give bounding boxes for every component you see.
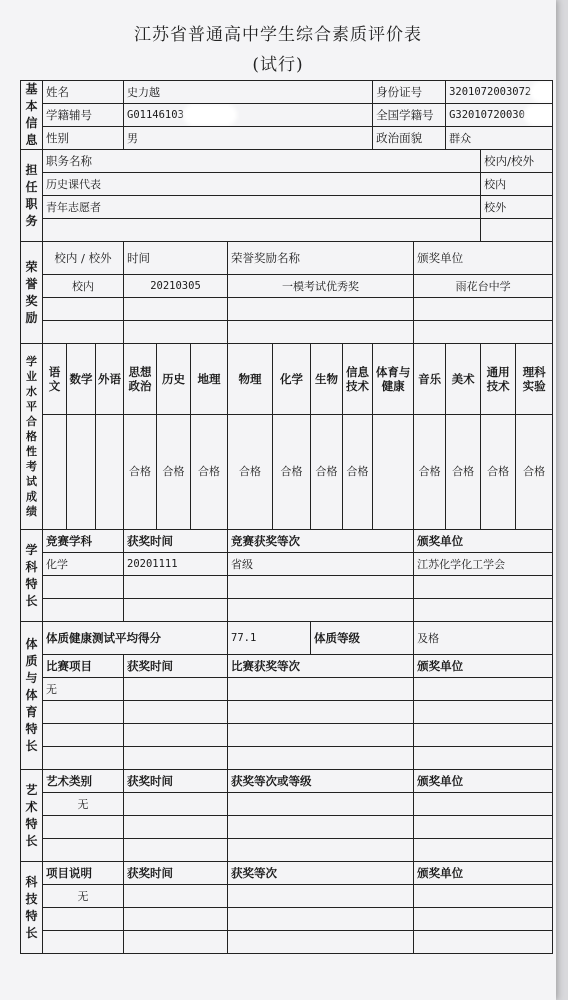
evaluation-table	[20, 80, 553, 954]
tech-org-header: 颁奖单位	[414, 862, 553, 885]
subject-header: 历史	[157, 344, 191, 415]
art-time	[124, 793, 228, 816]
honor-scope	[43, 321, 124, 344]
subject-header: 信息技术	[343, 344, 373, 415]
subject-result: 合格	[157, 415, 191, 530]
honor-name	[228, 321, 414, 344]
art-level	[228, 793, 414, 816]
subject-header: 地理	[191, 344, 228, 415]
art-org	[414, 816, 553, 839]
subject-result	[43, 415, 67, 530]
match-level	[228, 701, 414, 724]
political-label: 政治面貌	[373, 127, 446, 150]
match-time	[124, 678, 228, 701]
art-level	[228, 816, 414, 839]
competition-subject	[43, 599, 124, 622]
name-value: 史力越	[124, 81, 373, 104]
aux-number-label: 学籍辅号	[43, 104, 124, 127]
subject-header: 数学	[67, 344, 96, 415]
redaction-mark	[527, 107, 553, 123]
art-type-header: 艺术类别	[43, 770, 124, 793]
subject-header: 外语	[96, 344, 124, 415]
match-item-header: 比赛项目	[43, 655, 124, 678]
match-level	[228, 747, 414, 770]
national-number-label: 全国学籍号	[373, 104, 446, 127]
art-level	[228, 839, 414, 862]
id-label: 身份证号	[373, 81, 446, 104]
section-academic: 学 业 水 平 合 格 性 考 试 成 绩	[21, 344, 43, 530]
tech-org	[414, 931, 553, 954]
tech-level	[228, 908, 414, 931]
tech-level	[228, 885, 414, 908]
competition-org: 江苏化学化工学会	[414, 553, 553, 576]
tech-time-header: 获奖时间	[124, 862, 228, 885]
competition-subject-header: 竞赛学科	[43, 530, 124, 553]
art-time	[124, 816, 228, 839]
subject-header: 物理	[228, 344, 273, 415]
honor-name: 一模考试优秀奖	[228, 275, 414, 298]
subject-result: 合格	[343, 415, 373, 530]
match-level	[228, 724, 414, 747]
competition-time	[124, 576, 228, 599]
match-org	[414, 747, 553, 770]
duty-scope-header: 校内/校外	[481, 150, 553, 173]
match-item: 无	[43, 678, 124, 701]
art-type	[43, 839, 124, 862]
section-basic-info: 基 本 信 息	[21, 81, 43, 150]
name-label: 姓名	[43, 81, 124, 104]
match-org-header: 颁奖单位	[414, 655, 553, 678]
match-org	[414, 724, 553, 747]
tech-level-header: 获奖等次	[228, 862, 414, 885]
art-level-header: 获奖等次或等级	[228, 770, 414, 793]
competition-level: 省级	[228, 553, 414, 576]
competition-subject: 化学	[43, 553, 124, 576]
subject-result: 合格	[124, 415, 157, 530]
honor-name	[228, 298, 414, 321]
section-honors: 荣 誉 奖 励	[21, 242, 43, 344]
match-time-header: 获奖时间	[124, 655, 228, 678]
match-item	[43, 747, 124, 770]
subject-result: 合格	[273, 415, 311, 530]
fitness-average-label: 体质健康测试平均得分	[43, 622, 228, 655]
match-time	[124, 701, 228, 724]
duty-name	[43, 219, 481, 242]
honor-org	[414, 321, 553, 344]
art-type	[43, 816, 124, 839]
id-value: 3201072003072	[446, 81, 553, 104]
duty-scope: 校内	[481, 173, 553, 196]
subject-header: 化学	[273, 344, 311, 415]
section-subject-specialty: 学 科 特 长	[21, 530, 43, 622]
competition-time: 20201111	[124, 553, 228, 576]
subject-header: 思想政治	[124, 344, 157, 415]
gender-label: 性别	[43, 127, 124, 150]
subject-header: 音乐	[414, 344, 446, 415]
honor-org	[414, 298, 553, 321]
subject-result: 合格	[516, 415, 553, 530]
tech-time	[124, 885, 228, 908]
subject-result: 合格	[311, 415, 343, 530]
honor-time	[124, 298, 228, 321]
gender-value: 男	[124, 127, 373, 150]
honor-scope-header: 校内 / 校外	[43, 242, 124, 275]
competition-org	[414, 576, 553, 599]
duty-name: 历史课代表	[43, 173, 481, 196]
tech-level	[228, 931, 414, 954]
tech-time	[124, 931, 228, 954]
form-subtitle: (试行)	[252, 55, 304, 75]
aux-number-value: G01146103	[124, 104, 373, 127]
honor-org-header: 颁奖单位	[414, 242, 553, 275]
tech-org	[414, 908, 553, 931]
political-value: 群众	[446, 127, 553, 150]
fitness-grade-value: 及格	[414, 622, 553, 655]
art-type: 无	[43, 793, 124, 816]
tech-item-header: 项目说明	[43, 862, 124, 885]
redaction-mark	[533, 84, 552, 100]
honor-org: 雨花台中学	[414, 275, 553, 298]
match-item	[43, 724, 124, 747]
honor-time	[124, 321, 228, 344]
form-title: 江苏省普通高中学生综合素质评价表	[134, 25, 422, 45]
subject-header: 语文	[43, 344, 67, 415]
section-arts: 艺 术 特 长	[21, 770, 43, 862]
honor-scope: 校内	[43, 275, 124, 298]
competition-org	[414, 599, 553, 622]
honor-time-header: 时间	[124, 242, 228, 275]
fitness-grade-label: 体质等级	[311, 622, 414, 655]
tech-org	[414, 885, 553, 908]
honor-time: 20210305	[124, 275, 228, 298]
duty-scope: 校外	[481, 196, 553, 219]
art-org	[414, 793, 553, 816]
match-time	[124, 724, 228, 747]
subject-result	[67, 415, 96, 530]
match-time	[124, 747, 228, 770]
subject-header: 体育与健康	[373, 344, 414, 415]
duty-name-header: 职务名称	[43, 150, 481, 173]
section-physical: 体 质 与 体 育 特 长	[21, 622, 43, 770]
duty-scope	[481, 219, 553, 242]
honor-name-header: 荣誉奖励名称	[228, 242, 414, 275]
competition-time-header: 获奖时间	[124, 530, 228, 553]
competition-level	[228, 576, 414, 599]
section-duties: 担 任 职 务	[21, 150, 43, 242]
subject-result	[373, 415, 414, 530]
competition-level	[228, 599, 414, 622]
match-org	[414, 678, 553, 701]
match-item	[43, 701, 124, 724]
national-number-value: G32010720030	[446, 104, 553, 127]
match-level	[228, 678, 414, 701]
section-tech: 科 技 特 长	[21, 862, 43, 954]
art-time-header: 获奖时间	[124, 770, 228, 793]
tech-item	[43, 908, 124, 931]
fitness-average-value: 77.1	[228, 622, 311, 655]
art-time	[124, 839, 228, 862]
competition-level-header: 竞赛获奖等次	[228, 530, 414, 553]
art-org-header: 颁奖单位	[414, 770, 553, 793]
match-org	[414, 701, 553, 724]
subject-result: 合格	[446, 415, 481, 530]
subject-result: 合格	[414, 415, 446, 530]
subject-result: 合格	[191, 415, 228, 530]
subject-result	[96, 415, 124, 530]
subject-result: 合格	[481, 415, 516, 530]
tech-item: 无	[43, 885, 124, 908]
honor-scope	[43, 298, 124, 321]
duty-name: 青年志愿者	[43, 196, 481, 219]
subject-header: 生物	[311, 344, 343, 415]
subject-result: 合格	[228, 415, 273, 530]
tech-time	[124, 908, 228, 931]
competition-subject	[43, 576, 124, 599]
match-level-header: 比赛获奖等次	[228, 655, 414, 678]
tech-item	[43, 931, 124, 954]
subject-header: 美术	[446, 344, 481, 415]
redaction-mark	[186, 107, 234, 123]
competition-time	[124, 599, 228, 622]
competition-org-header: 颁奖单位	[414, 530, 553, 553]
subject-header: 通用技术	[481, 344, 516, 415]
art-org	[414, 839, 553, 862]
subject-header: 理科实验	[516, 344, 553, 415]
